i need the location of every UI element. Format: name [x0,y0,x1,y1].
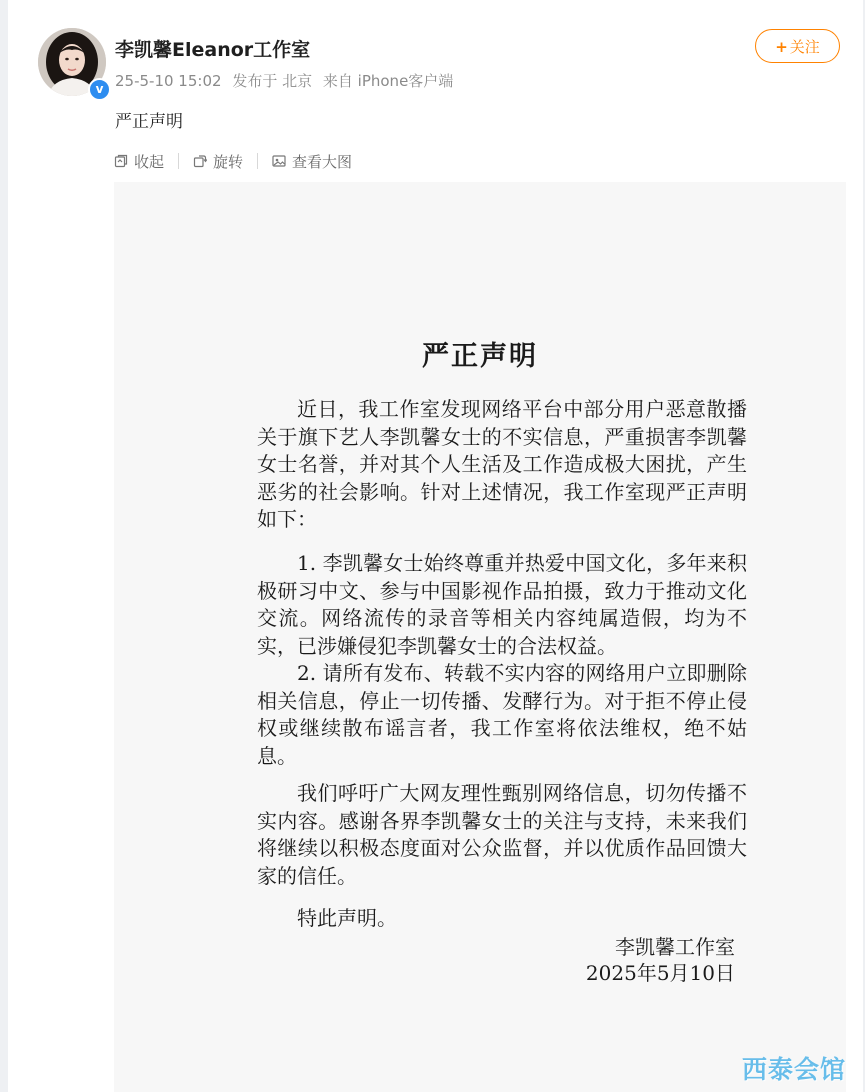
statement-point-1: 1. 李凯馨女士始终尊重并热爱中国文化，多年来积极研习中文、参与中国影视作品拍摄，致力于推动文化交流。网络流传的录音等相关内容纯属造假，均为不实，已涉嫌侵犯李凯馨女士的合法权益。 [257,551,747,658]
statement-date: 2025年5月10日 [585,961,735,985]
statement-point-2: 2. 请所有发布、转载不实内容的网络用户立即删除相关信息，停止一切传播、发酵行为。对于拒不停止侵权或继续散布谣言者，我工作室将依法维权，绝不姑息。 [257,661,747,768]
post-source: 来自 iPhone客户端 [322,72,454,90]
author-name[interactable]: 李凯馨Eleanor工作室 [115,39,311,61]
statement-image[interactable] [114,182,846,1092]
toolbar-divider [178,153,179,169]
toolbar-divider [257,153,258,169]
follow-button[interactable] [755,29,840,63]
collapse-button[interactable] [114,151,164,172]
statement-closing: 特此声明。 [297,906,397,930]
statement-signature: 李凯馨工作室 [615,935,735,959]
post-location: 发布于 北京 [232,72,313,90]
collapse-icon [114,154,128,168]
view-large-button[interactable] [272,151,352,172]
view-large-label: 查看大图 [292,152,353,171]
collapse-label: 收起 [134,152,165,171]
statement-title: 严正声明 [422,341,538,372]
statement-appeal: 我们呼吁广大网友理性甄别网络信息，切勿传播不实内容。感谢各界李凯馨女士的关注与支持，未来我们将继续以积极态度面对公众监督，并以优质作品回馈大家的信任。 [257,781,747,888]
rotate-label: 旋转 [213,152,244,171]
image-view-icon [272,154,286,168]
rotate-button[interactable] [193,151,243,172]
post-text: 严正声明 [115,112,183,132]
follow-label: 关注 [789,38,820,56]
weibo-post-card [8,0,863,1092]
watermark: 西泰会馆 [742,1055,847,1084]
verified-badge-icon: v [88,78,111,101]
post-meta [115,70,459,91]
rotate-icon [193,154,207,168]
statement-intro: 近日，我工作室发现网络平台中部分用户恶意散播关于旗下艺人李凯馨女士的不实信息，严重损害李凯馨女士名誉，并对其个人生活及工作造成极大困扰，产生恶劣的社会影响。针对上述情况，我工作室现严正声明如下： [257,397,747,531]
image-toolbar [114,150,352,172]
post-date[interactable]: 25-5-10 15:02 [115,72,222,90]
plus-icon: + [775,38,788,56]
